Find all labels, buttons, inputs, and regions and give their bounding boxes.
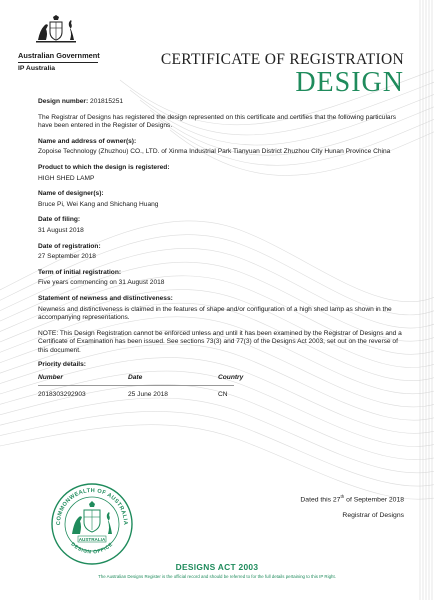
priority-header-country: Country [218, 374, 244, 382]
dated-line [300, 494, 404, 503]
agency-name: IP Australia [18, 65, 56, 72]
priority-country: CN [218, 390, 228, 398]
certificate-title: CERTIFICATE OF REGISTRATION [160, 51, 404, 68]
dated-rest: of September 2018 [344, 496, 404, 504]
coat-of-arms-icon [34, 14, 78, 44]
product-value: HIGH SHED LAMP [38, 174, 95, 182]
newness-value: Newness and distinctiveness is claimed in the features of shape and/or configuration of a high shed lamp as shown in the accompanying representations. [38, 305, 392, 322]
branding-divider [18, 62, 98, 63]
owner-field [38, 138, 402, 157]
term-label: Term of initial registration: [38, 268, 122, 276]
designs-act-title: DESIGNS ACT 2003 [175, 562, 259, 572]
owner-label: Name and address of owner(s): [38, 137, 137, 145]
seal-outer-bottom-text: DESIGN OFFICE [69, 541, 115, 556]
newness-field [38, 295, 402, 323]
government-name: Australian Government [18, 51, 100, 60]
intro-text: The Registrar of Designs has registered the design represented on this certificate and certifies that the following particulars have been entered in the Register of Designs. [38, 113, 397, 130]
term-value: Five years commencing on 31 August 2018 [38, 279, 165, 287]
product-label: Product to which the design is registered: [38, 163, 170, 171]
term-field [38, 269, 402, 288]
seal-outer-top-text: COMMONWEALTH OF AUSTRALIA [55, 487, 129, 526]
seal-banner-text: AUSTRALIA [78, 536, 106, 542]
priority-header-number: Number [38, 374, 63, 382]
dated-prefix: Dated this 27 [300, 496, 341, 504]
designers-field [38, 190, 402, 209]
government-branding [18, 14, 110, 72]
design-number-value: 201815251 [90, 98, 124, 105]
design-number [38, 98, 402, 107]
svg-text:DESIGN OFFICE [70, 541, 115, 555]
filing-date-value: 31 August 2018 [38, 226, 84, 234]
priority-table [38, 374, 402, 399]
priority-header-rule [38, 385, 234, 386]
register-footnote: The Australian Designs Register is the official record and should be referred to for the full details pertaining to this IP Right. [98, 574, 336, 579]
design-office-seal [50, 482, 134, 566]
priority-header-date: Date [128, 374, 143, 382]
priority-number: 2018303292903 [38, 390, 86, 398]
priority-date: 25 June 2018 [128, 390, 168, 398]
filing-date-label: Date of filing: [38, 216, 81, 224]
filing-date-field [38, 216, 402, 235]
design-number-label: Design number: [38, 98, 89, 105]
seal-crest-icon [72, 501, 112, 534]
registration-date-value: 27 September 2018 [38, 253, 96, 261]
certificate-body [38, 98, 402, 399]
registration-date-field [38, 243, 402, 262]
designers-label: Name of designer(s): [38, 190, 104, 198]
designers-value: Bruce Pi, Wei Kang and Shichang Huang [38, 200, 159, 208]
newness-label: Statement of newness and distinctiveness: [38, 294, 173, 302]
product-field [38, 164, 402, 183]
registrar-title: Registrar of Designs [342, 512, 404, 519]
priority-label: Priority details: [38, 361, 87, 369]
dated-suffix: th [340, 494, 345, 499]
certificate-type: DESIGN [295, 67, 404, 98]
registration-date-label: Date of registration: [38, 242, 101, 250]
right-edge-stripe [416, 0, 434, 600]
owner-value: Zopoise Technology (Zhuzhou) CO., LTD. of Xinma Industrial Park Tianyuan District Zhuzhou City Hunan Province China [38, 148, 391, 156]
enforcement-note: NOTE: This Design Registration cannot be enforced unless and until it has been examined by the Registrar of Designs and a Certificate of Examination has been issued. See sections 73(3) and 77(3) of the Designs Act 2003, set out on the reverse of this document. [38, 329, 402, 354]
